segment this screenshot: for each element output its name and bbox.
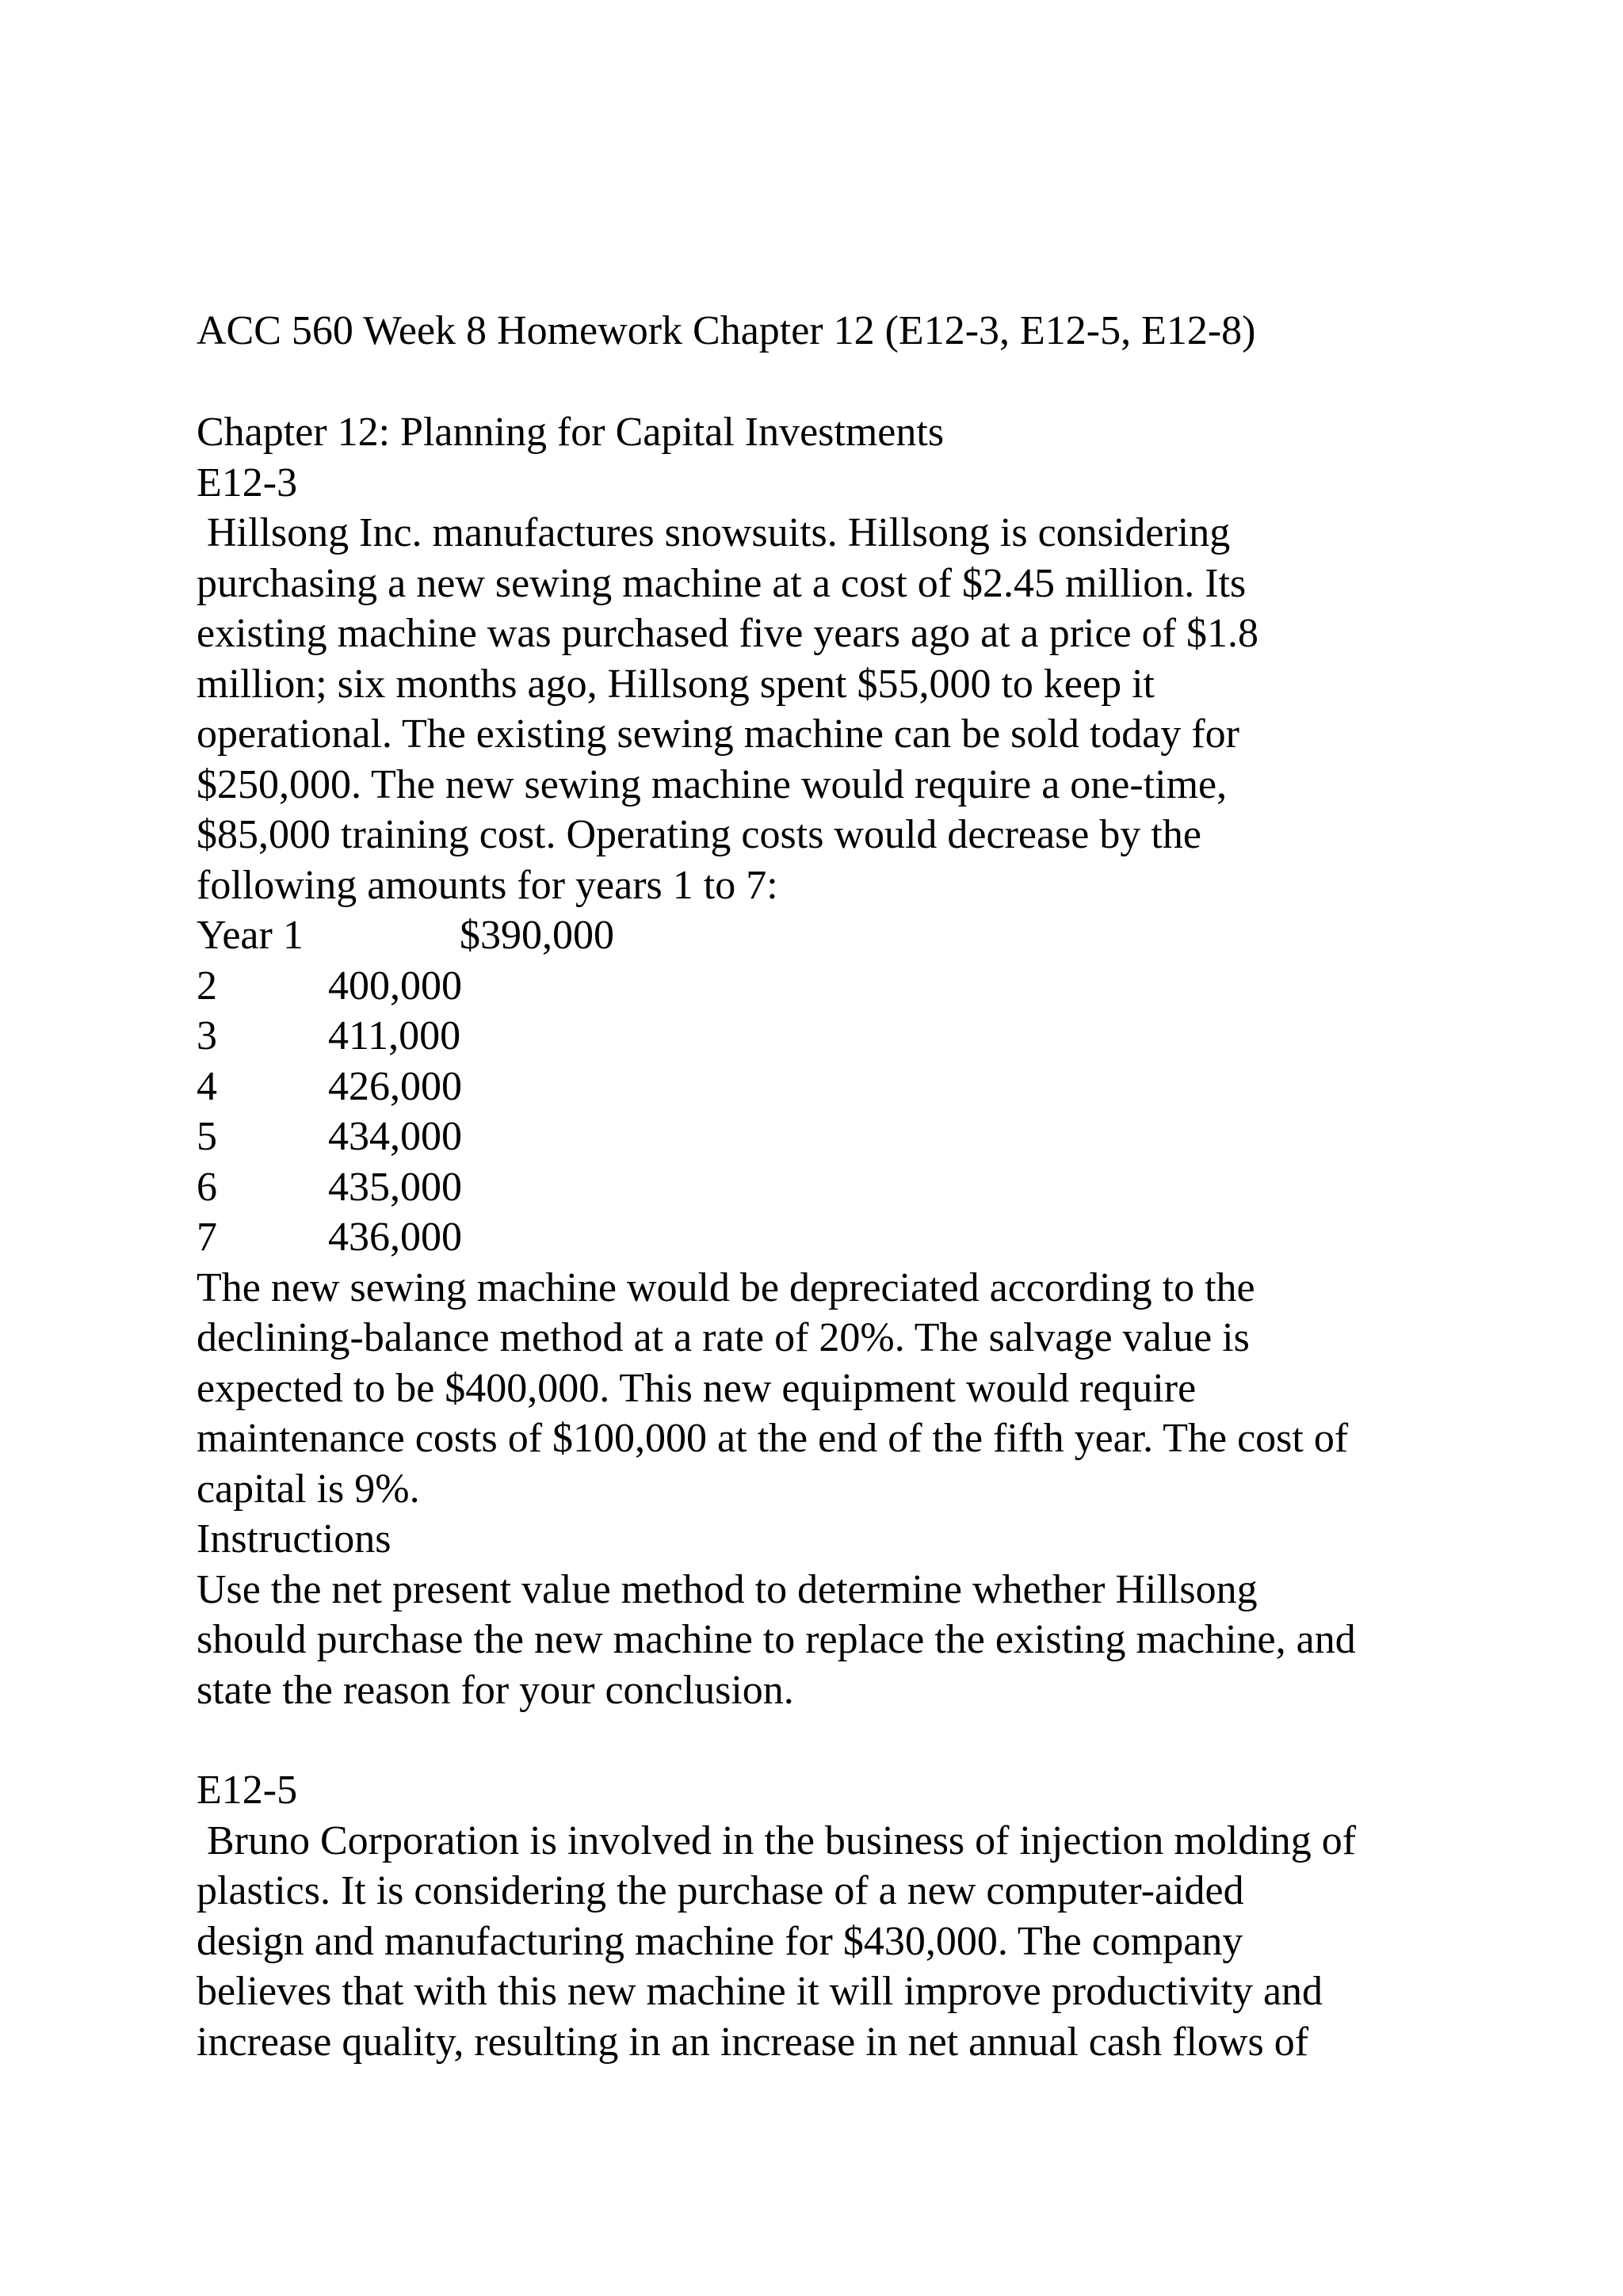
e12-5-section (197, 1765, 1465, 2067)
instructions-heading: Instructions (197, 1516, 391, 1562)
savings-row (197, 1062, 1465, 1112)
savings-year: 6 (197, 1164, 217, 1210)
chapter-heading: Chapter 12: Planning for Capital Investments (197, 410, 945, 455)
savings-row (197, 1212, 1465, 1263)
e12-3-paragraph-line: operational. The existing sewing machine can be sold today for (197, 711, 1239, 757)
e12-3-paragraph-line: purchasing a new sewing machine at a cost of $2.45 million. Its (197, 560, 1247, 606)
savings-row (197, 1112, 1465, 1162)
exercise-label-e12-5: E12-5 (197, 1768, 298, 1813)
savings-amount: 400,000 (328, 963, 462, 1009)
savings-amount: 434,000 (328, 1114, 462, 1159)
e12-5-paragraph-line: plastics. It is considering the purchase of a new computer-aided (197, 1868, 1244, 1913)
savings-amount: 411,000 (328, 1013, 461, 1058)
e12-5-paragraph-line: believes that with this new machine it will improve productivity and (197, 1969, 1323, 2014)
savings-year: 5 (197, 1114, 217, 1159)
e12-3-detail-line: The new sewing machine would be depreciated according to the (197, 1264, 1255, 1310)
e12-3-paragraph-line: following amounts for years 1 to 7: (197, 862, 778, 908)
e12-3-paragraph-line: $250,000. The new sewing machine would require a one-time, (197, 761, 1228, 807)
savings-year: 7 (197, 1215, 217, 1260)
e12-3-detail-line: capital is 9%. (197, 1466, 420, 1512)
title-block (197, 306, 1465, 357)
savings-table (197, 910, 1465, 1263)
savings-amount: 435,000 (328, 1164, 462, 1210)
e12-3-detail-line: declining-balance method at a rate of 20%. The salvage value is (197, 1315, 1250, 1360)
instructions-line: should purchase the new machine to replace the existing machine, and (197, 1617, 1356, 1662)
exercise-label-e12-3: E12-3 (197, 460, 298, 505)
savings-year: 4 (197, 1063, 217, 1109)
e12-3-paragraph-line: $85,000 training cost. Operating costs would decrease by the (197, 812, 1201, 857)
savings-year: Year 1 (197, 913, 304, 958)
savings-year: 3 (197, 1013, 217, 1058)
e12-5-paragraph-line: increase quality, resulting in an increase in net annual cash flows of (197, 2019, 1309, 2065)
e12-5-paragraph-line: design and manufacturing machine for $430,000. The company (197, 1918, 1243, 1964)
savings-row (197, 1011, 1465, 1062)
savings-year: 2 (197, 963, 217, 1009)
savings-amount: 426,000 (328, 1063, 462, 1109)
e12-3-paragraph-line: Hillsong Inc. manufactures snowsuits. Hillsong is considering (197, 510, 1231, 555)
e12-3-detail-line: expected to be $400,000. This new equipment would require (197, 1365, 1197, 1411)
savings-row (197, 1162, 1465, 1213)
e12-3-paragraph-line: existing machine was purchased five years ago at a price of $1.8 (197, 611, 1258, 656)
instructions-line: Use the net present value method to determine whether Hillsong (197, 1566, 1258, 1612)
e12-3-paragraph-line: million; six months ago, Hillsong spent $55,000 to keep it (197, 661, 1155, 707)
savings-row (197, 910, 1465, 961)
savings-amount: 436,000 (328, 1215, 462, 1260)
savings-amount: $390,000 (460, 913, 614, 958)
instructions-line: state the reason for your conclusion. (197, 1667, 794, 1713)
savings-row (197, 961, 1465, 1012)
e12-3-section (197, 407, 1465, 1715)
e12-3-detail-line: maintenance costs of $100,000 at the end of the fifth year. The cost of (197, 1416, 1349, 1461)
e12-5-paragraph-line: Bruno Corporation is involved in the business of injection molding of (197, 1817, 1357, 1863)
document-title: ACC 560 Week 8 Homework Chapter 12 (E12-3, E12-5, E12-8) (197, 308, 1256, 353)
